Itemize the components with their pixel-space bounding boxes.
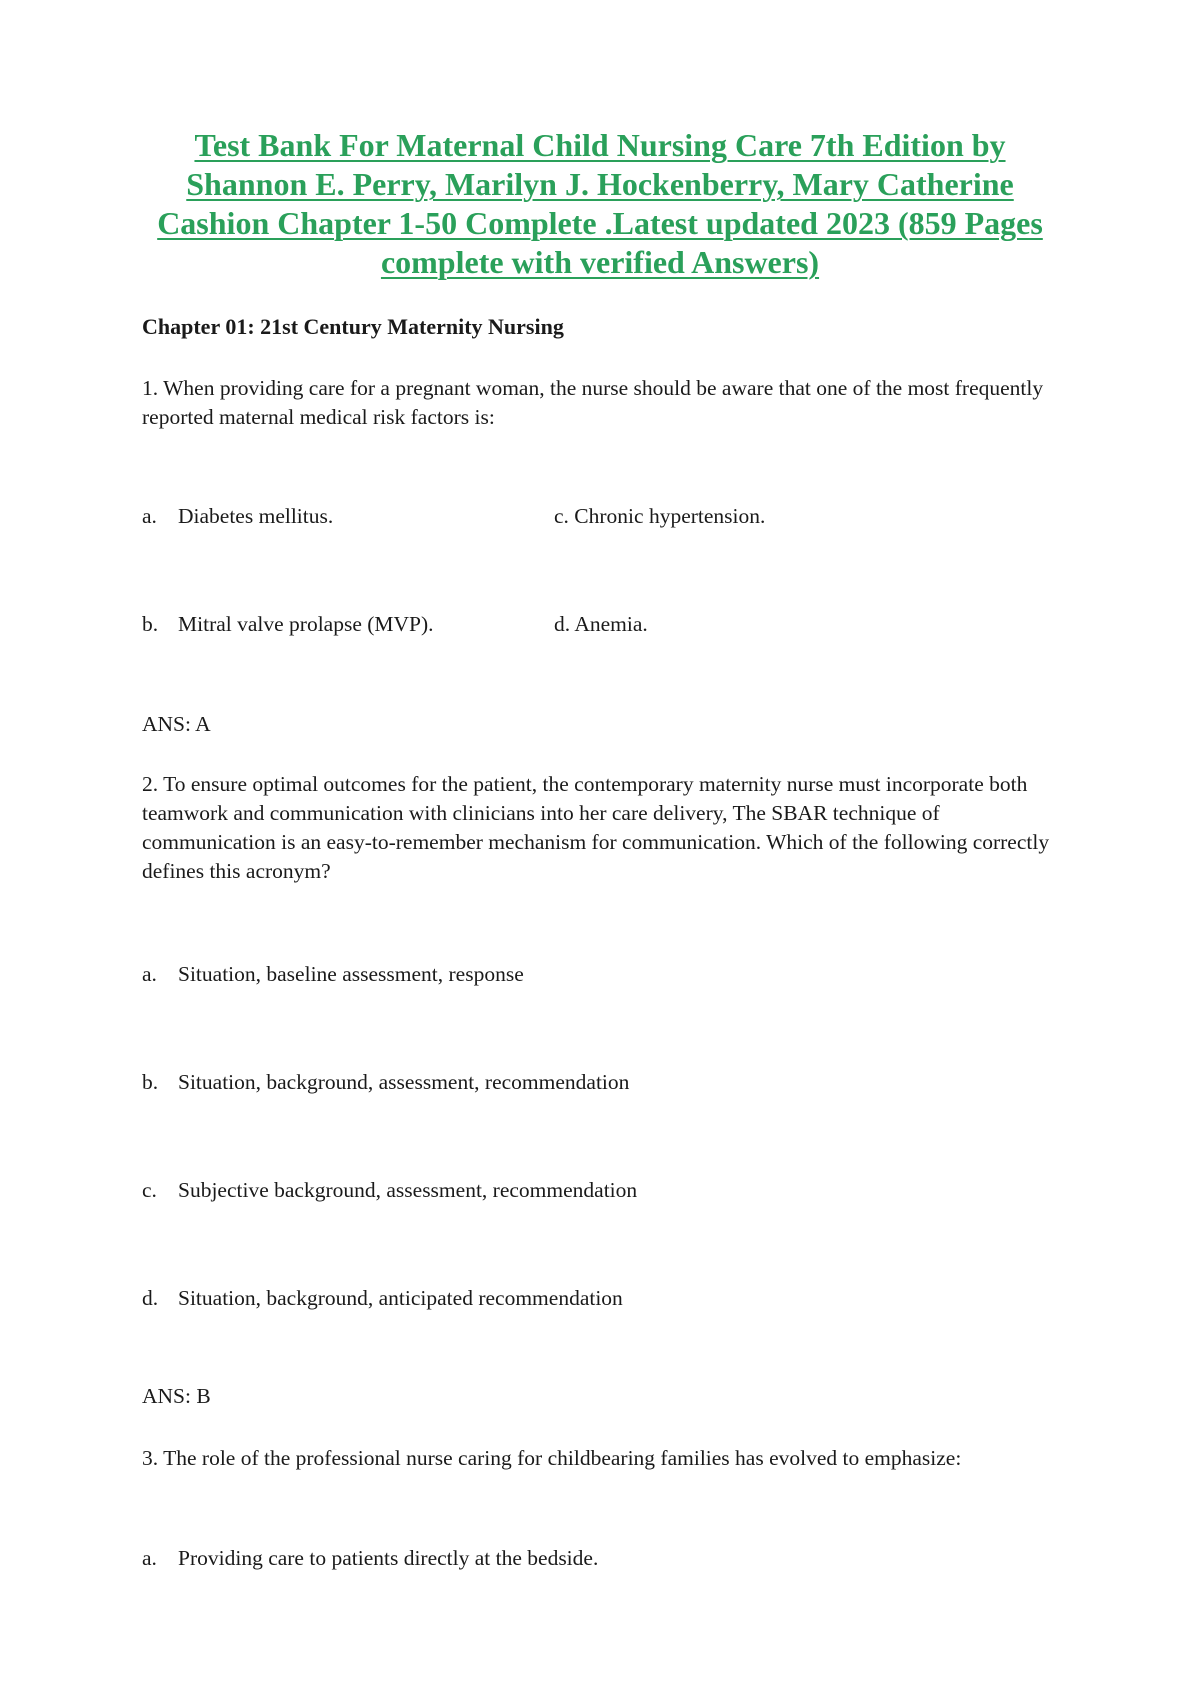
option-letter: a. [142,962,157,986]
option-letter: a. [142,504,157,528]
option-text: Mitral valve prolapse (MVP). [178,612,434,636]
option-text: Subjective background, assessment, recommendation [178,1178,638,1202]
option-text: Situation, background, anticipated recommendation [178,1286,623,1310]
question-1-answer: ANS: A [142,712,211,736]
option-letter: c. [554,504,569,528]
option-letter: b. [142,612,159,636]
option-text: Providing care to patients directly at the bedside. [178,1546,599,1570]
option-text: Situation, background, assessment, recommendation [178,1070,630,1094]
option-text: Diabetes mellitus. [178,504,334,528]
question-2-option-b [142,1068,629,1097]
question-1-option-a [142,502,333,531]
question-2-option-d [142,1284,623,1313]
option-letter: b. [142,1070,159,1094]
question-1-option-c [554,502,765,531]
question-2-option-a [142,960,524,989]
option-letter: d. [554,612,571,636]
question-3-stem: 3. The role of the professional nurse caring for childbearing families has evolved to emphasize: [142,1446,962,1470]
option-letter: c. [142,1178,157,1202]
question-1-stem: 1. When providing care for a pregnant woman, the nurse should be aware that one of the most frequently reported maternal medical risk factors is: [142,376,1044,429]
option-text: Anemia. [574,612,648,636]
chapter-heading: Chapter 01: 21st Century Maternity Nursing [142,314,564,339]
question-2-stem: 2. To ensure optimal outcomes for the patient, the contemporary maternity nurse must incorporate both teamwork and communication with clinicians into her care delivery, The SBAR technique of communication is an easy-to-remember mechanism for communication. Which of the following correctly defines this acronym? [142,772,1050,883]
option-letter: d. [142,1286,159,1310]
option-text: Chronic hypertension. [574,504,766,528]
question-2-option-c [142,1176,637,1205]
question-1-option-b [142,610,434,639]
question-1-option-d [554,610,648,639]
document-title-link[interactable]: Test Bank For Maternal Child Nursing Care 7th Edition by Shannon E. Perry, Marilyn J. Hockenberry, Mary Catherine Cashion Chapter 1-50 Complete .Latest updated 2023 (859 Pages complete with verified Answers) [157,127,1043,280]
option-letter: a. [142,1546,157,1570]
question-3-option-a [142,1544,598,1573]
option-text: Situation, baseline assessment, response [178,962,524,986]
question-2-answer: ANS: B [142,1384,211,1408]
document-title[interactable] [130,126,1070,282]
